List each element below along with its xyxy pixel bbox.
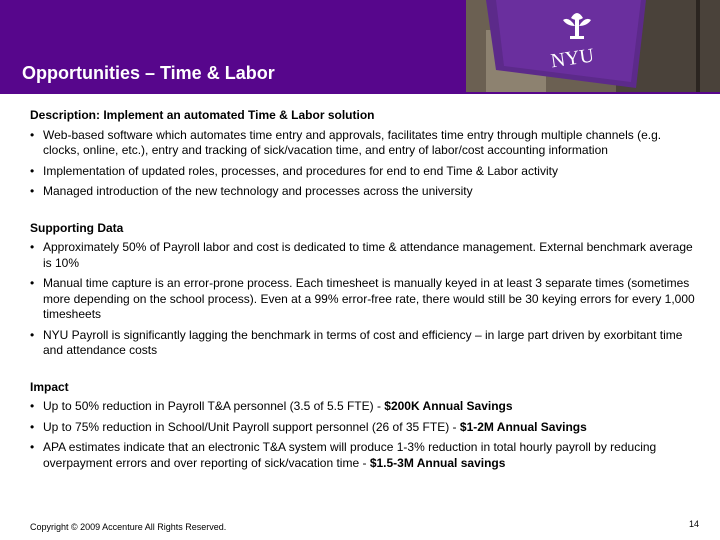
bullet-icon: • bbox=[30, 327, 35, 342]
bullet-icon: • bbox=[30, 163, 35, 178]
list-item: • Up to 50% reduction in Payroll T&A personnel (3.5 of 5.5 FTE) - $200K Annual Savings bbox=[30, 399, 513, 413]
flag-text: NYU bbox=[549, 44, 596, 73]
impact-list bbox=[30, 399, 700, 471]
bullet-icon: • bbox=[30, 127, 35, 142]
savings-amount: $200K Annual Savings bbox=[384, 399, 513, 413]
list-item: • Implementation of updated roles, processes, and procedures for end to end Time & Labor activity bbox=[30, 163, 558, 178]
header-divider bbox=[0, 92, 720, 94]
list-item: • Managed introduction of the new technology and processes across the university bbox=[30, 184, 473, 198]
description-title: Description: Implement an automated Time & Labor solution bbox=[30, 108, 375, 122]
list-item: • APA estimates indicate that an electronic T&A system will produce 1-3% reduction in total hourly payroll by reducing overpayment errors and over reporting of sick/vacation time - $1.5-3M Annual savings bbox=[30, 440, 657, 470]
list-item: • Manual time capture is an error-prone process. Each timesheet is manually keyed in at least 3 separate times (sometimes more depending on the school process). Even at a 99% error-free rate, there would still be 30 keying errors for every 1,000 timesheets bbox=[30, 276, 695, 321]
page-title: Opportunities – Time & Labor bbox=[22, 63, 275, 83]
list-item: • Up to 75% reduction in School/Unit Payroll support personnel (26 of 35 FTE) - $1-2M Annual Savings bbox=[30, 419, 587, 434]
bullet-icon: • bbox=[30, 276, 35, 290]
copyright-footer: Copyright © 2009 Accenture All Rights Reserved. bbox=[30, 522, 227, 532]
bullet-icon: • bbox=[30, 440, 35, 454]
slide-content bbox=[30, 108, 700, 476]
supporting-data-title: Supporting Data bbox=[30, 220, 124, 235]
savings-amount: $1-2M Annual Savings bbox=[459, 419, 587, 434]
bullet-icon: • bbox=[30, 399, 35, 413]
description-list bbox=[30, 128, 700, 200]
list-item: • NYU Payroll is significantly lagging the benchmark in terms of cost and efficiency – in large part driven by exorbitant time and attendance costs bbox=[30, 327, 683, 357]
bullet-icon: • bbox=[30, 419, 35, 434]
nyu-flag-photo bbox=[466, 0, 720, 92]
bullet-icon: • bbox=[30, 240, 35, 254]
bullet-icon: • bbox=[30, 184, 35, 198]
supporting-data-list bbox=[30, 240, 700, 359]
impact-title: Impact bbox=[30, 379, 69, 394]
savings-amount: $1.5-3M Annual savings bbox=[369, 455, 506, 470]
page-number: 14 bbox=[689, 519, 700, 529]
list-item: • Web-based software which automates time entry and approvals, facilitates time entry through multiple channels (e.g. clocks, online, etc.), entry and tracking of sick/vacation time, and entry of labor/cost accounting information bbox=[30, 127, 662, 157]
list-item: • Approximately 50% of Payroll labor and cost is dedicated to time & attendance management. External benchmark average is 10% bbox=[30, 240, 693, 270]
